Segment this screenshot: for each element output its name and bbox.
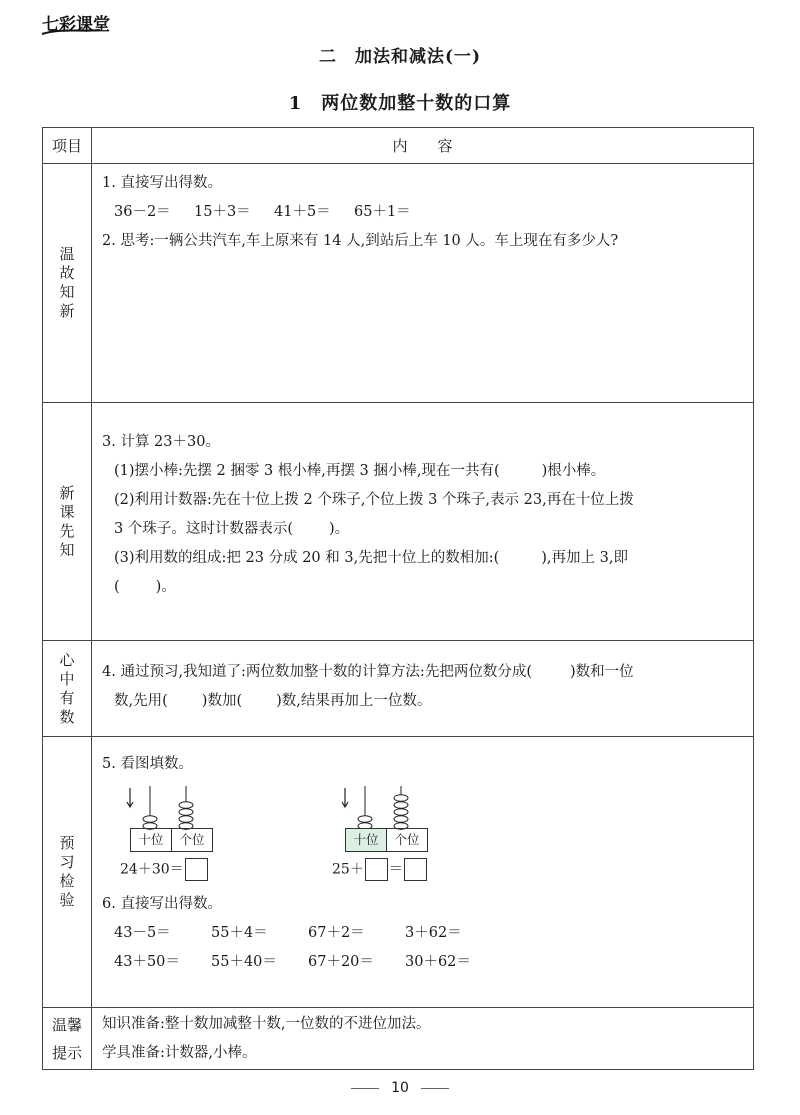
q6-item: 55＋4＝ [211, 925, 268, 941]
section-understand [43, 641, 754, 737]
abacus-bead [394, 802, 408, 809]
section-check [43, 737, 754, 1008]
section-tips [43, 1008, 754, 1070]
question-2: 2. 思考:一辆公共汽车,车上原来有 14 人,到站后上车 10 人。车上现在有多少人? [102, 233, 619, 249]
question-6-row-1 [102, 919, 743, 948]
answer-box[interactable] [365, 858, 388, 881]
abacus-bead [179, 816, 193, 823]
q6-item: 43＋50＝ [114, 954, 180, 970]
question-4: 4. 通过预习,我知道了:两位数加整十数的计算方法:先把两位数分成( )数和一位 [102, 664, 634, 680]
tip-2: 学具准备:计数器,小棒。 [102, 1045, 257, 1061]
q1-item: 15＋3＝ [194, 204, 251, 220]
section-preview [43, 403, 754, 641]
tens-label: 十位 [138, 832, 164, 847]
tip-1: 知识准备:整十数加减整十数,一位数的不进位加法。 [102, 1016, 431, 1032]
question-3-3: (3)利用数的组成:把 23 分成 20 和 3,先把十位上的数相加:( ),再加上 3,即 [114, 550, 628, 566]
equation-right: 25＋ ＝ [332, 858, 428, 881]
question-3-2-cont: 3 个珠子。这时计数器表示( )。 [114, 521, 350, 537]
header-content: 内 容 [92, 128, 754, 164]
equation-left: 24＋30＝ [120, 858, 209, 881]
abacus-bead [179, 802, 193, 809]
question-3-2: (2)利用计数器:先在十位上拨 2 个珠子,个位上拨 3 个珠子,表示 23,再在十位上拨 [114, 492, 634, 508]
section-label-check: 预习检验 [43, 737, 92, 1008]
section-tips-content [92, 1008, 754, 1070]
section-label-tips: 温馨提示 [43, 1008, 92, 1070]
abacus-bead [394, 816, 408, 823]
brand-logo-swoosh [40, 12, 136, 38]
chapter-title: 二 加法和减法(一) [318, 47, 482, 67]
question-3-1: (1)摆小棒:先摆 2 捆零 3 根小棒,再摆 3 捆小棒,现在一共有( )根小棒。 [114, 463, 606, 479]
abacus-bead [394, 809, 408, 816]
question-6-row-2 [102, 948, 743, 977]
abacus-bead [143, 816, 157, 823]
answer-box[interactable] [404, 858, 427, 881]
q6-item: 55＋40＝ [211, 954, 277, 970]
question-1-items [102, 198, 743, 227]
abacus-bead [358, 816, 372, 823]
section-review-content [92, 164, 754, 403]
abacus-equations [102, 850, 743, 890]
arrow-down-icon [342, 788, 348, 807]
q1-item: 41＋5＝ [274, 204, 331, 220]
section-label-understand: 心中有数 [43, 641, 92, 737]
q6-item: 43－5＝ [114, 925, 171, 941]
study-sheet-table [42, 127, 754, 1070]
place-value-table-left [130, 828, 213, 852]
abacus-left-drawing [124, 784, 208, 830]
q6-item: 3＋62＝ [405, 925, 462, 941]
ones-label: 个位 [171, 829, 212, 851]
answer-box[interactable] [185, 858, 208, 881]
question-5: 5. 看图填数。 [102, 756, 193, 772]
abacus-right-drawing [339, 784, 423, 830]
footer-dash [351, 1088, 379, 1089]
question-6: 6. 直接写出得数。 [102, 896, 222, 912]
ones-label: 个位 [386, 829, 427, 851]
place-value-table-right [345, 828, 428, 852]
page-footer [0, 1080, 800, 1096]
question-3: 3. 计算 23＋30。 [102, 434, 220, 450]
section-review [43, 164, 754, 403]
abacus-bead [179, 809, 193, 816]
section-label-review: 温故知新 [43, 164, 92, 403]
table-header-row [43, 128, 754, 164]
brand-logo [40, 12, 136, 38]
lesson-title: 1 两位数加整十数的口算 [288, 93, 512, 114]
question-4-cont: 数,先用( )数加( )数,结果再加上一位数。 [114, 693, 432, 709]
q6-item: 67＋2＝ [308, 925, 365, 941]
section-understand-content [92, 641, 754, 737]
question-1: 1. 直接写出得数。 [102, 175, 222, 191]
section-label-preview: 新课先知 [43, 403, 92, 641]
q1-item: 36－2＝ [114, 204, 171, 220]
page-number: 10 [391, 1080, 409, 1096]
brand-text: 七彩课堂 [42, 15, 110, 35]
abacus-bead [394, 795, 408, 802]
footer-dash [421, 1088, 449, 1089]
q6-item: 30＋62＝ [405, 954, 471, 970]
header-item: 项目 [43, 128, 92, 164]
arrow-down-icon [127, 788, 133, 807]
q1-item: 65＋1＝ [354, 204, 411, 220]
q6-item: 67＋20＝ [308, 954, 374, 970]
section-check-content [92, 737, 754, 1008]
tens-label: 十位 [346, 829, 386, 851]
abacus-figures [102, 784, 743, 850]
section-preview-content [92, 403, 754, 641]
question-3-3-cont: ( )。 [114, 579, 176, 595]
